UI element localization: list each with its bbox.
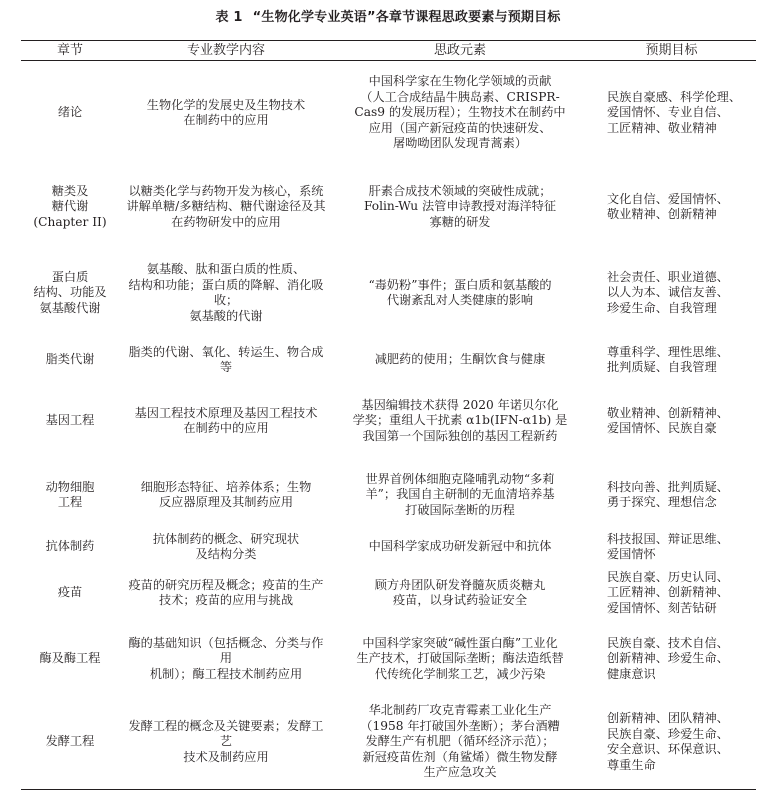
cell-goals: 民族自豪感、科学伦理、 爱国情怀、专业自信、 工匠精神、敬业精神	[607, 89, 742, 135]
header-content: 专业教学内容	[119, 41, 333, 61]
table-row	[21, 695, 756, 790]
table-caption	[0, 6, 776, 25]
cell-goals: 民族自豪、历史认同、 工匠精神、创新精神、 爱国情怀、刻苦钻研	[607, 569, 729, 615]
cell-goals: 文化自信、爱国情怀、 敬业精神、创新精神	[607, 191, 729, 221]
cell-goals: 社会责任、职业道德、 以人为本、诚信友善、 珍爱生命、自我管理	[607, 269, 729, 315]
cell-elements: 减肥药的使用；生酮饮食与健康	[374, 352, 546, 367]
cell-elements: 华北制药厂攻克青霉素工业化生产 （1958 年打破国外垄断）；茅台酒糟 发酵生产有机肥（循环经济示范）； 新冠疫苗佐剂（角鲨烯）微生物发酵 生产应急攻关	[333, 695, 587, 790]
cell-elements: 中国科学家成功研发新冠中和抗体	[368, 539, 552, 554]
table-row	[21, 165, 756, 249]
cell-chapter: 动物细胞 工程	[45, 479, 95, 509]
cell-goals: 创新精神、团队精神、 民族自豪、珍爱生命、 安全意识、环保意识、 尊重生命	[587, 695, 756, 790]
table-title: “生物化学专业英语”各章节课程思政要素与预期目标	[252, 10, 561, 25]
header-goals: 预期目标	[587, 41, 756, 61]
cell-elements: 肝素合成技术领域的突破性成就； Folin-Wu 法管申诗教授对海洋特征 寡糖的研发	[363, 183, 557, 229]
table-row	[21, 61, 756, 166]
cell-elements: “毒奶粉”事件；蛋白质和氨基酸的 代谢紊乱对人类健康的影响	[368, 277, 552, 307]
cell-chapter: 抗体制药	[45, 539, 95, 554]
cell-elements: 中国科学家突破“碱性蛋白酶”工业化 生产技术，打破国际垄断；酶法造纸替 代传统化学制浆工艺，减少污染	[356, 635, 564, 681]
cell-goals: 科技向善、批判质疑、 勇于探究、理想信念	[607, 479, 729, 509]
table-number: 表 1	[215, 10, 243, 25]
cell-content: 抗体制药的概念、研究现状 及结构分类	[152, 531, 300, 561]
table-row	[21, 563, 756, 623]
header-elements: 思政元素	[333, 41, 587, 61]
table-row	[21, 531, 756, 563]
table-row	[21, 383, 756, 459]
header-chapter: 章节	[21, 41, 119, 61]
cell-goals: 科技报国、辩证思维、 爱国情怀	[607, 531, 729, 561]
table-row	[21, 337, 756, 383]
table-row	[21, 623, 756, 695]
cell-goals: 尊重科学、理性思维、 批判质疑、自我管理	[607, 344, 729, 374]
cell-goals: 敬业精神、创新精神、 爱国情怀、民族自豪	[607, 405, 729, 435]
cell-chapter: 脂类代谢	[45, 352, 95, 367]
cell-goals: 民族自豪、技术自信、 创新精神、珍爱生命、 健康意识	[607, 635, 729, 681]
cell-content: 脂类的代谢、氧化、转运生、物合成等	[128, 344, 324, 374]
table-row	[21, 459, 756, 531]
table-row	[21, 249, 756, 337]
cell-content: 酶的基础知识（包括概念、分类与作用 机制）；酶工程技术制药应用	[128, 635, 324, 681]
cell-content: 以糖类化学与药物开发为核心，系统 讲解单糖/多糖结构、糖代谢途径及其 在药物研发中的应用	[126, 183, 326, 229]
cell-chapter: 基因工程	[45, 413, 95, 428]
cell-chapter: 绪论	[57, 105, 83, 120]
cell-elements: 基因编辑技术获得 2020 年诺贝尔化 学奖；重组人干扰素 α1b(IFN-α1b) 是 我国第一个国际独创的基因工程新药	[352, 397, 568, 443]
cell-chapter: 蛋白质 结构、功能及 氨基酸代谢	[33, 269, 107, 315]
cell-elements: 世界首例体细胞克隆哺乳动物“多莉 羊”；我国自主研制的无血清培养基 打破国际垄断的历程	[365, 471, 555, 517]
cell-content: 氨基酸、肽和蛋白质的性质、 结构和功能；蛋白质的降解、消化吸收； 氨基酸的代谢	[128, 262, 324, 323]
cell-content: 发酵工程的概念及关键要素；发酵工艺 技术及制药应用	[119, 695, 333, 790]
cell-elements: 顾方舟团队研发脊髓灰质炎糖丸 疫苗，以身试药验证安全	[374, 577, 546, 607]
table-header-row	[21, 41, 756, 61]
cell-content: 基因工程技术原理及基因工程技术 在制药中的应用	[134, 405, 318, 435]
cell-chapter: 酶及酶工程	[39, 651, 101, 666]
cell-chapter: 糖类及 糖代谢 (Chapter II)	[33, 183, 107, 229]
cell-content: 生物化学的发展史及生物技术 在制药中的应用	[146, 97, 306, 127]
cell-chapter: 发酵工程	[21, 695, 119, 790]
cell-content: 细胞形态特征、培养体系；生物 反应器原理及其制药应用	[140, 479, 312, 509]
curriculum-table	[21, 40, 756, 790]
cell-content: 疫苗的研究历程及概念；疫苗的生产 技术；疫苗的应用与挑战	[128, 577, 324, 607]
cell-elements: 中国科学家在生物化学领域的贡献 （人工合成结晶牛胰岛素、CRISPR- Cas9 的发展历程）；生物技术在制药中 应用（国产新冠疫苗的快速研发、 屠呦呦团队发现青蒿素）	[354, 74, 566, 151]
cell-chapter: 疫苗	[57, 585, 83, 600]
